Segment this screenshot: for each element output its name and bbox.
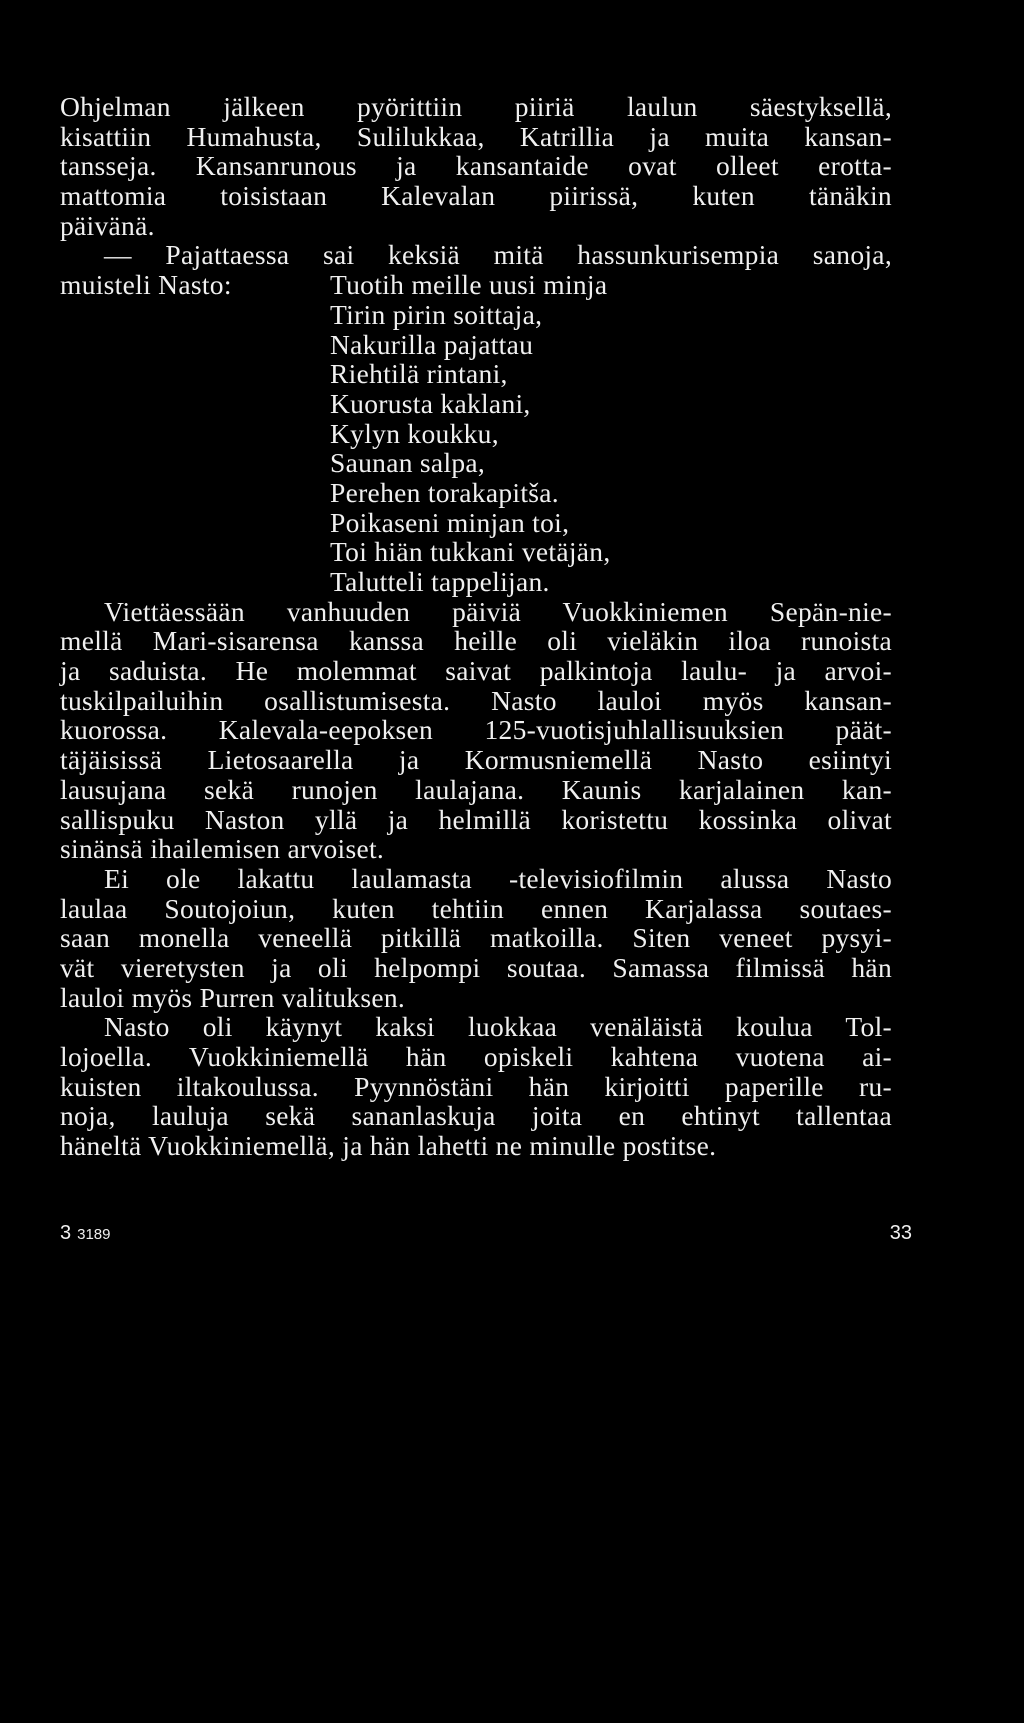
poem-speaker: muisteli Nasto: <box>60 269 232 301</box>
text-line: tansseja. Kansanrunous ja kansantaide ovat olleet erotta- <box>60 150 892 182</box>
poem-verse: Riehtilä rintani, <box>330 358 508 390</box>
paragraph-1 <box>60 92 892 240</box>
text-line: noja, lauluja sekä sananlaskuja joita en ehtinyt tallentaa <box>60 1100 892 1132</box>
poem-verse: Tuotih meille uusi minja <box>330 269 608 301</box>
text-line: kisattiin Humahusta, Sulilukkaa, Katrillia ja muita kansan- <box>60 120 892 152</box>
printer-signature <box>60 1222 111 1245</box>
text-line: sinänsä ihailemisen arvoiset. <box>60 833 385 865</box>
text-line: Ei ole lakattu laulamasta -televisiofilmin alussa Nasto <box>104 862 892 894</box>
paragraph-2 <box>60 597 892 864</box>
text-line: lojoella. Vuokkiniemellä hän opiskeli kahtena vuotena ai- <box>60 1041 892 1072</box>
poem-verse: Poikaseni minjan toi, <box>330 506 570 538</box>
poem-intro: — Pajattaessa sai keksiä mitä hassunkurisempia sanoja, <box>104 239 892 271</box>
poem-verse: Kuorusta kaklani, <box>330 387 531 419</box>
text-line: Ohjelman jälkeen pyörittiin piiriä laulun säestyksellä, <box>60 91 892 122</box>
text-line: kuisten iltakoulussa. Pyynnöstäni hän kirjoitti paperille ru- <box>60 1070 892 1102</box>
poem-verse: Talutteli tappelijan. <box>330 566 550 597</box>
text-line: päivänä. <box>60 209 155 241</box>
text-line: ja saduista. He molemmat saivat palkintoja laulu- ja arvoi- <box>60 655 892 687</box>
text-line: tuskilpailuihin osallistumisesta. Nasto lauloi myös kansan- <box>60 684 892 716</box>
text-line: sallispuku Naston yllä ja helmillä koristettu kossinka olivat <box>60 803 892 835</box>
paragraph-3 <box>60 864 892 1012</box>
text-line: lauloi myös Purren valituksen. <box>60 981 406 1013</box>
text-line: lausujana sekä runojen laulajana. Kaunis karjalainen kan- <box>60 773 892 805</box>
text-line: saan monella veneellä pitkillä matkoilla. Siten veneet pysyi- <box>60 922 892 954</box>
poem-verse: Toi hiän tukkani vetäjän, <box>330 536 611 568</box>
poem-block <box>60 240 892 596</box>
poem-verse: Nakurilla pajattau <box>330 328 534 360</box>
poem-first-line <box>60 270 892 300</box>
page-number: 33 <box>889 1222 912 1244</box>
poem-verse: Tirin pirin soittaja, <box>330 298 543 330</box>
text-line: vät vieretysten ja oli helpompi soutaa. Samassa filmissä hän <box>60 951 892 983</box>
text-line: laulaa Soutojoiun, kuten tehtiin ennen Karjalassa soutaes- <box>60 892 892 924</box>
text-line: Nasto oli käynyt kaksi luokkaa venäläistä koulua Tol- <box>104 1011 892 1043</box>
signature-number: 3 <box>60 1222 72 1244</box>
text-line: kuorossa. Kalevala-eepoksen 125-vuotisjuhlallisuuksien päät- <box>60 714 892 746</box>
poem-verse: Saunan salpa, <box>330 447 486 479</box>
poem-verse: Perehen torakapitša. <box>330 476 559 508</box>
text-line: mellä Mari-sisarensa kanssa heille oli vieläkin iloa runoista <box>60 625 892 657</box>
text-line: täjäisissä Lietosaarella ja Kormusniemellä Nasto esiintyi <box>60 744 892 776</box>
text-line: Viettäessään vanhuuden päiviä Vuokkiniemen Sepän-nie- <box>104 595 892 627</box>
page-text <box>60 92 892 1161</box>
paragraph-4 <box>60 1012 892 1160</box>
poem-verse: Kylyn koukku, <box>330 417 499 449</box>
text-line: mattomia toisistaan Kalevalan piirissä, kuten tänäkin <box>60 180 892 212</box>
text-line: häneltä Vuokkiniemellä, ja hän lahetti ne minulle postitse. <box>60 1130 717 1162</box>
signature-code: 3189 <box>77 1226 111 1243</box>
